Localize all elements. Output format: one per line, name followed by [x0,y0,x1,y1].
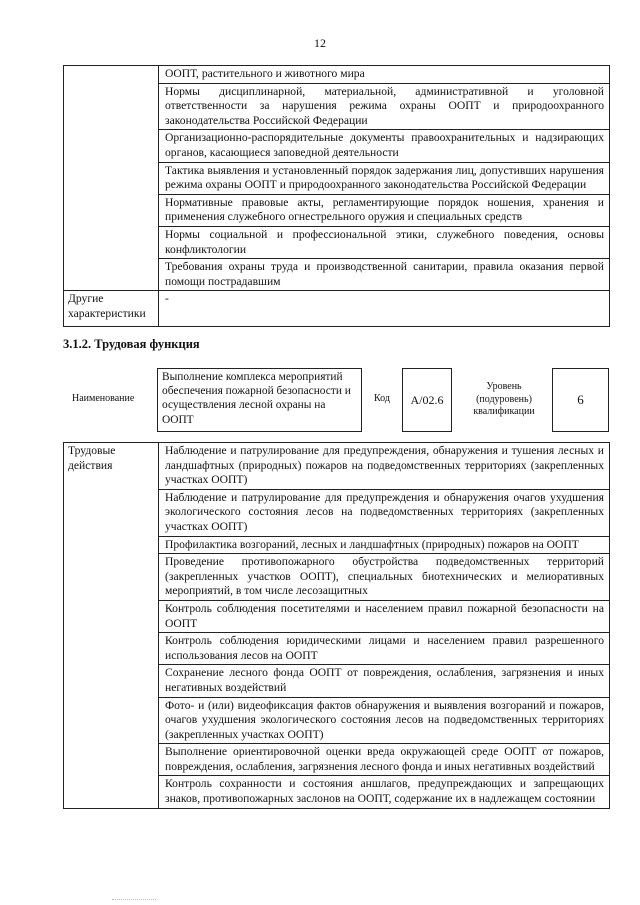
labour-action-item: Наблюдение и патрулирование для предупреждения, обнаружения и тушения лесных и ландшафтных (природных) пожаров на подведомственных территориях (закрепленных участках ООПТ) [159,443,610,490]
knowledge-item: Нормы социальной и профессиональной этики, служебного поведения, основы конфликтологии [159,226,610,258]
code-box [402,368,452,432]
level-value: 6 [577,392,584,407]
scan-artifact [112,899,156,901]
code-value: A/02.6 [410,392,444,407]
knowledge-item: ООПТ, растительного и животного мира [159,66,610,84]
knowledge-item: Нормы дисциплинарной, материальной, административной и уголовной ответственности за нарушения режима охраны ООПТ и природоохранного законодательства Российской Федерации [159,83,610,130]
code-label: Код [374,393,390,404]
labour-action-item: Проведение противопожарного обустройства подведомственных территорий (закрепленных участков ООПТ), специальных биотехнических и мелиоративных мероприятий, в том числе лесозащитных [159,554,610,601]
level-box [552,368,609,432]
function-name-box: Выполнение комплекса мероприятий обеспечения пожарной безопасности и осуществления лесной охраны на ООПТ [157,368,362,432]
labour-action-item: Наблюдение и патрулирование для предупреждения и обнаружения очагов ухудшения экологического состояния лесов на подведомственных территориях (закрепленных участках ООПТ) [159,489,610,536]
other-characteristics-label: Другие характеристики [64,291,159,327]
other-characteristics-value: - [159,291,610,327]
knowledge-item: Требования охраны труда и производственной санитарии, правила оказания первой помощи пострадавшим [159,259,610,291]
knowledge-item: Тактика выявления и установленный порядок задержания лиц, допустивших нарушения режима охраны ООПТ и природоохранного законодательства Российской Федерации [159,162,610,194]
section-heading: 3.1.2. Трудовая функция [63,337,200,351]
labour-action-item: Сохранение лесного фонда ООПТ от повреждения, ослабления, загрязнения и иных негативных воздействий [159,665,610,697]
name-label: Наименование [72,393,135,404]
knowledge-label-cell [64,66,159,291]
labour-action-item: Контроль сохранности и состояния аншлагов, предупреждающих и запрещающих знаков, противопожарных заслонов на ООПТ, содержание их в надлежащем состоянии [159,776,610,808]
labour-action-item: Контроль соблюдения посетителями и населением правил пожарной безопасности на ООПТ [159,600,610,632]
labour-actions-table [63,442,610,809]
knowledge-table [63,65,610,327]
labour-action-item: Контроль соблюдения юридическими лицами и населением правил разрешенного использования лесов на ООПТ [159,633,610,665]
knowledge-item: Организационно-распорядительные документы правоохранительных и надзирающих органов, касающиеся заповедной деятельности [159,130,610,162]
knowledge-item: Нормативные правовые акты, регламентирующие порядок ношения, хранения и применения служебного огнестрельного оружия и специальных средств [159,194,610,226]
labour-action-item: Профилактика возгораний, лесных и ландшафтных (природных) пожаров на ООПТ [159,536,610,554]
level-label: Уровень (подуровень) квалификации [473,381,535,417]
labour-action-item: Фото- и (или) видеофиксация фактов обнаружения и выявления возгораний и пожаров, очагов ухудшения экологического состояния лесов на подведомственных территориях (закрепленных участках ООПТ) [159,697,610,744]
labour-action-item: Выполнение ориентировочной оценки вреда окружающей среде ООПТ от пожаров, повреждения, ослабления, загрязнения лесного фонда и иных негативных воздействий [159,744,610,776]
page-number: 12 [314,36,326,50]
labour-actions-label: Трудовые действия [64,443,159,809]
